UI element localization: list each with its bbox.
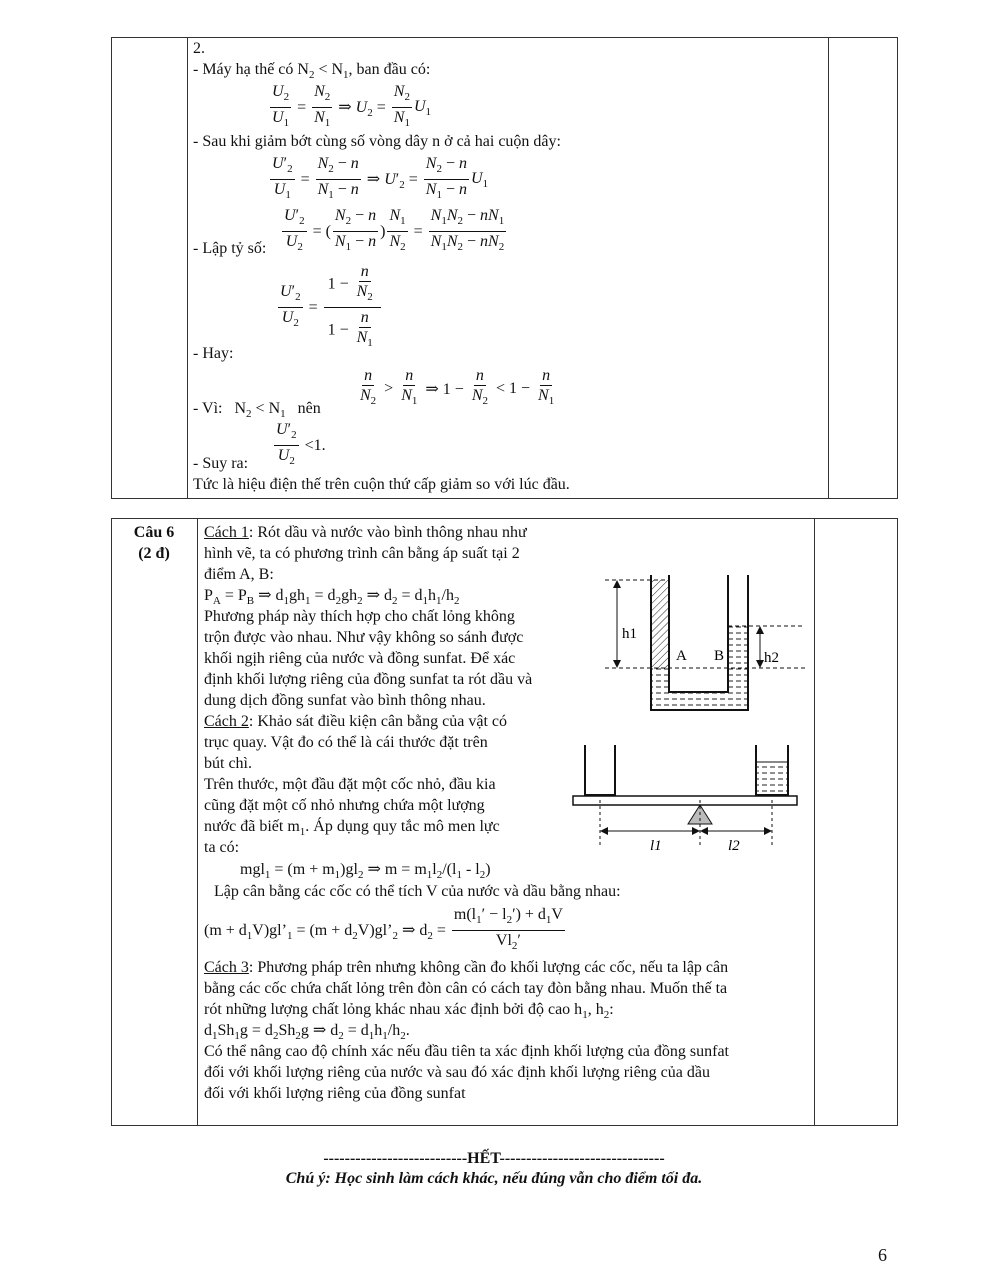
oil-column bbox=[651, 580, 669, 668]
q6-method2-line-7: ta có: bbox=[204, 839, 240, 856]
q6-method1-line-8: định khối lượng riêng của đồng sunfat ta rót dầu và bbox=[204, 671, 533, 688]
q6-method1-line-5: Phương pháp này thích hợp cho chất lỏng không bbox=[204, 608, 515, 625]
column-divider bbox=[828, 38, 829, 498]
q5-part-label: 2. bbox=[193, 40, 205, 57]
empty-cup bbox=[585, 745, 615, 795]
q5-equation-2: $\frac{U'_2}{U_1}$ = $\frac{N_2 - n}{N_1 - n}$ ⇒ $U'_2$ = $\frac{N_2 - n}{N_1 - n}$ $U_1$ bbox=[272, 155, 489, 202]
q6-method1-line-1: Cách 1: Rót dầu và nước vào bình thông nhau như bbox=[204, 524, 527, 541]
footer-note: Chú ý: Học sinh làm cách khác, nếu đúng vẫn cho điểm tối đa. bbox=[285, 1170, 703, 1187]
q5-equation-1: $\frac{U_2}{U_1}$ = $\frac{N_2}{N_1}$ ⇒ $U_2$ = $\frac{N_2}{N_1}$ $U_1$ bbox=[272, 83, 431, 130]
q6-method1-line-6: trộn được vào nhau. Như vậy không so sánh được bbox=[204, 629, 524, 646]
q6-balance-equation: $(m + d_1V)gl’_1 = (m$ + $d_2V)gl’_2$ ⇒ $d_2$ = $\frac{m(l_1' - l_2') + d_1V}{Vl_2'}$ bbox=[204, 906, 563, 953]
l1-label: l1 bbox=[650, 838, 662, 854]
q6-method1-pressure-equation: $P_A = P_B$ ⇒ $d_1gh_1 = d_2gh_2$ ⇒ $d_2 = d_1h_1/h_2$ bbox=[204, 587, 460, 608]
q5-line-because: - Vì: $N_2 < N_1$ nên bbox=[193, 400, 321, 421]
q5-line-hay: - Hay: bbox=[193, 345, 234, 362]
q6-moment-equation: $mgl_1 = (m + m_1)gl_2$ ⇒ $m = m_1l_2/(l_1 - l_2)$ bbox=[240, 861, 491, 882]
water-right-column bbox=[728, 626, 748, 668]
point-b-label: B bbox=[714, 648, 725, 664]
h1-label: h1 bbox=[622, 626, 637, 642]
l2-label: l2 bbox=[728, 838, 740, 854]
q6-method3-line-1: Cách 3: Phương pháp trên nhưng không cần đo khối lượng các cốc, nếu ta lập cân bbox=[204, 959, 729, 976]
q6-method1-line-2: hình vẽ, ta có phương trình cân bằng áp suất tại 2 bbox=[204, 545, 520, 562]
q5-line-step-down: - Máy hạ thế có $N_2 < N_1$, ban đầu có: bbox=[193, 61, 431, 82]
lever-balance-figure bbox=[570, 740, 802, 855]
q5-equation-6: $\frac{U'_2}{U_2}$ <1. bbox=[276, 421, 326, 468]
ruler bbox=[573, 796, 797, 805]
q6-title: Câu 6 bbox=[133, 524, 175, 541]
column-divider bbox=[187, 38, 188, 498]
q5-line-therefore: - Suy ra: bbox=[193, 455, 249, 472]
q6-method3-equation: $d_1Sh_1g = d_2Sh_2g$ ⇒ $d_2 = d_1h_1/h_2$. bbox=[204, 1022, 410, 1043]
q6-method3-line-6: đối với khối lượng riêng của nước và sau đó xác định khối lượng riêng của dầu bbox=[204, 1064, 710, 1081]
column-divider bbox=[197, 519, 198, 1125]
q6-method3-line-5: Có thể nâng cao độ chính xác nếu đầu tiên ta xác định khối lượng của đồng sunfat bbox=[204, 1043, 729, 1060]
q6-method1-line-3: điểm A, B: bbox=[204, 566, 274, 583]
q6-method3-line-2: bằng các cốc chứa chất lỏng trên đòn cân có cách tay đòn bằng nhau. Muốn thế ta bbox=[204, 980, 728, 997]
q5-equation-3: $\frac{U'_2}{U_2}$ = ( $\frac{N_2 - n}{N_1 - n}$ ) $\frac{N_1}{N_2}$ = $\frac{N_1N_2 - nN_1}{N_1N_2 - nN_2}$ bbox=[284, 207, 505, 254]
answer-table-q5 bbox=[111, 37, 898, 499]
q6-method1-line-9: dung dịch đồng sunfat vào bình thông nhau. bbox=[204, 692, 486, 709]
q6-points: (2 đ) bbox=[138, 545, 170, 562]
q6-method1-line-7: khối ngịh riêng của nước và đồng sunfat. Để xác bbox=[204, 650, 516, 667]
q6-method2-line-4: Trên thước, một đầu đặt một cốc nhỏ, đầu kia bbox=[204, 776, 496, 793]
communicating-vessels-figure bbox=[600, 570, 810, 715]
q5-conclusion: Tức là hiệu điện thế trên cuộn thứ cấp giảm so với lúc đầu. bbox=[193, 476, 570, 493]
end-marker: ---------------------------HẾT------------------------------- bbox=[323, 1150, 665, 1167]
page-number: 6 bbox=[878, 1245, 887, 1265]
q5-equation-5: $\frac{n}{N_2}$ > $\frac{n}{N_1}$ ⇒ 1 − $\frac{n}{N_2}$ < 1 − $\frac{n}{N_1}$ bbox=[360, 367, 555, 408]
q6-method2-line-3: bút chì. bbox=[204, 755, 252, 772]
column-divider bbox=[814, 519, 815, 1125]
point-a-label: A bbox=[676, 648, 687, 664]
q6-method2-line-6: nước đã biết $m_1$. Áp dụng quy tắc mô men lực bbox=[204, 818, 500, 839]
q5-line-ratio: - Lập tỷ số: bbox=[193, 240, 267, 257]
q6-method3-line-3: rót những lượng chất lỏng khác nhau xác định bởi độ cao $h_1$, $h_2$: bbox=[204, 1001, 614, 1022]
q6-balance-line: Lập cân bằng các cốc có thể tích V của nước và dầu bằng nhau: bbox=[214, 883, 621, 900]
q6-method2-line-1: Cách 2: Khảo sát điều kiện cân bằng của vật có bbox=[204, 713, 507, 730]
h2-label: h2 bbox=[764, 650, 779, 666]
q6-method3-line-7: đối với khối lượng riêng của đồng sunfat bbox=[204, 1085, 466, 1102]
q5-line-reduce-turns: - Sau khi giảm bớt cùng số vòng dây n ở cả hai cuộn dây: bbox=[193, 133, 561, 150]
q6-method2-line-5: cũng đặt một cố nhỏ nhưng chứa một lượng bbox=[204, 797, 485, 814]
q5-equation-4: $\frac{U'_2}{U_2}$ = 1 − $\frac{n}{N_2}$ 1 − $\frac{n}{N_1}$ bbox=[276, 262, 383, 353]
q6-method2-line-2: trục quay. Vật đo có thể là cái thước đặt trên bbox=[204, 734, 488, 751]
